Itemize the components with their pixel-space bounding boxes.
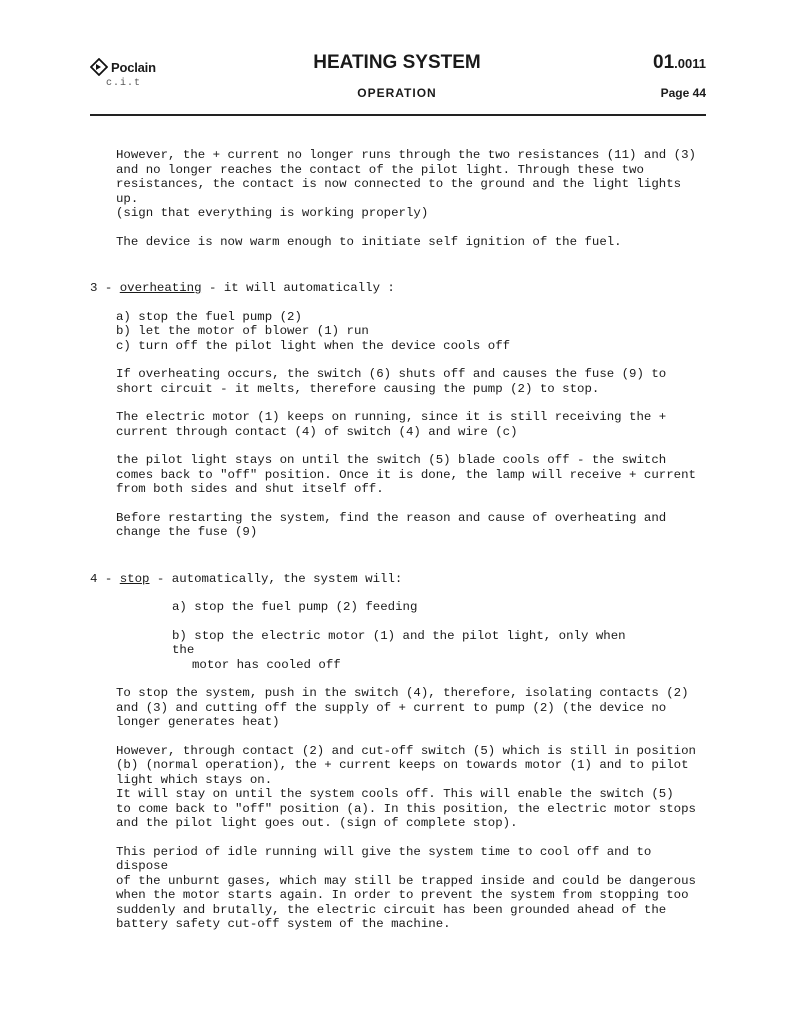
text-line: and (3) and cutting off the supply of + current to pump (2) (the device no xyxy=(116,700,667,715)
section-3-list xyxy=(116,310,706,354)
section-3-heading xyxy=(90,281,690,296)
page-subtitle: OPERATION xyxy=(357,86,437,100)
text-line: and the pilot light goes out. (sign of complete stop). xyxy=(116,816,518,830)
section-3-paragraph-3 xyxy=(116,453,706,497)
text-line: change the fuse (9) xyxy=(116,525,258,539)
section-number: 4 - xyxy=(90,571,113,586)
text-line: the pilot light stays on until the switch (5) blade cools off - the switch xyxy=(116,453,667,467)
document-number-sub: .0011 xyxy=(674,56,706,71)
text-line: This period of idle running will give the system time to cool off and to dispose xyxy=(116,844,652,873)
text-line: when the motor starts again. In order to prevent the system from stopping too xyxy=(116,888,689,902)
document-number-main: 01 xyxy=(653,52,675,73)
document-body xyxy=(0,148,794,932)
text-line: The electric motor (1) keeps on running, since it is still receiving the + xyxy=(116,410,667,424)
text-line: If overheating occurs, the switch (6) shuts off and causes the fuse (9) to xyxy=(116,367,667,381)
text-line: to come back to "off" position (a). In this position, the electric motor stops xyxy=(116,801,696,816)
text-line: light which stays on. xyxy=(116,772,273,787)
text-line: from both sides and shut itself off. xyxy=(116,482,384,496)
section-title: overheating xyxy=(119,281,202,295)
text-line: However, the + current no longer runs through the two resistances (11) and (3) xyxy=(116,148,696,162)
page-number: Page 44 xyxy=(660,86,706,100)
section-3-paragraph-1 xyxy=(116,367,706,396)
text-line: resistances, the contact is now connected to the ground and the light lights up. xyxy=(116,177,682,206)
text-line: To stop the system, push in the switch (4), therefore, isolating contacts (2) xyxy=(116,686,689,700)
text-line: comes back to "off" position. Once it is done, the lamp will receive + current xyxy=(116,467,696,482)
intro-paragraph-2 xyxy=(116,235,706,250)
logo-name: Poclain xyxy=(111,59,156,75)
text-line: and no longer reaches the contact of the pilot light. Through these two xyxy=(116,162,644,177)
list-item: c) turn off the pilot light when the device cools off xyxy=(116,338,511,353)
section-number: 3 - xyxy=(90,281,113,295)
section-3-paragraph-2 xyxy=(116,410,706,439)
text-line: It will stay on until the system cools off. This will enable the switch (5) xyxy=(116,787,674,801)
list-item: b) let the motor of blower (1) run xyxy=(116,324,369,338)
section-3-paragraph-4 xyxy=(116,511,706,540)
section-4-paragraph-3 xyxy=(116,845,706,932)
page-header xyxy=(0,0,794,120)
text-line: Before restarting the system, find the reason and cause of overheating and xyxy=(116,510,667,525)
list-item: a) stop the fuel pump (2) feeding xyxy=(172,600,418,614)
text-line: suddenly and brutally, the electric circuit has been grounded ahead of the xyxy=(116,902,667,917)
section-4-item-a xyxy=(172,600,652,615)
text-line: (sign that everything is working properly) xyxy=(116,206,429,220)
list-item-continuation: motor has cooled off xyxy=(192,657,341,672)
header-divider xyxy=(90,114,706,116)
text-line: short circuit - it melts, therefore causing the pump (2) to stop. xyxy=(116,381,600,396)
section-4-heading xyxy=(90,572,690,587)
section-4-item-b xyxy=(172,629,652,673)
list-item: a) stop the fuel pump (2) xyxy=(116,309,302,324)
text-line: (b) (normal operation), the + current keeps on towards motor (1) and to pilot xyxy=(116,758,689,772)
text-line: battery safety cut-off system of the machine. xyxy=(116,917,451,931)
logo-subtext: c.i.t xyxy=(106,78,142,89)
text-line: of the unburnt gases, which may still be trapped inside and could be dangerous xyxy=(116,873,696,888)
section-title: stop xyxy=(119,571,150,586)
section-heading-rest: - automatically, the system will: xyxy=(149,571,403,586)
document-number xyxy=(653,52,706,74)
text-line: The device is now warm enough to initiate self ignition of the fuel. xyxy=(116,234,622,249)
text-line: longer generates heat) xyxy=(116,715,280,729)
text-line: However, through contact (2) and cut-off switch (5) which is still in position xyxy=(116,743,696,758)
section-4-paragraph-2 xyxy=(116,744,706,831)
list-item: b) stop the electric motor (1) and the pilot light, only when the xyxy=(172,628,626,657)
page-title: HEATING SYSTEM xyxy=(313,52,481,73)
section-4-paragraph-1 xyxy=(116,686,706,730)
intro-paragraph-1 xyxy=(116,148,706,221)
section-heading-rest: - it will automatically : xyxy=(201,281,395,295)
text-line: current through contact (4) of switch (4) and wire (c) xyxy=(116,424,518,439)
